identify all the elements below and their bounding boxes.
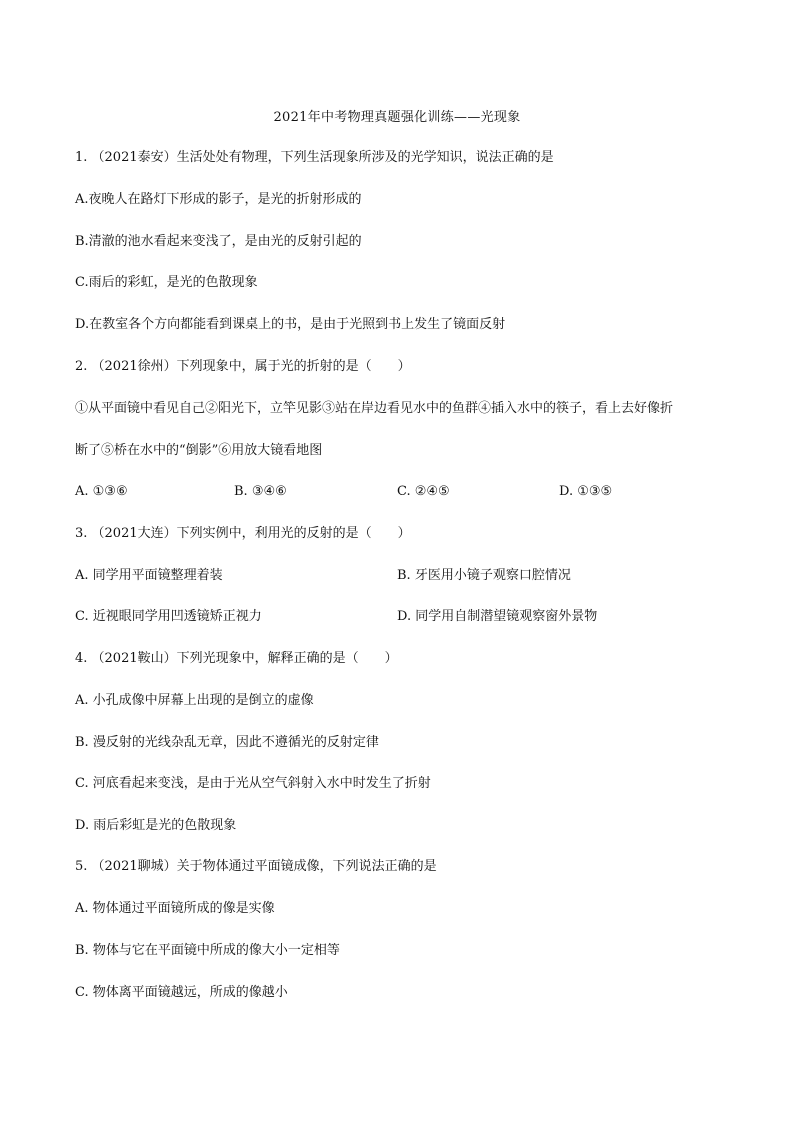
q2-description-line-1: ①从平面镜中看见自己②阳光下，立竿见影③站在岸边看见水中的鱼群④插入水中的筷子，看上去好像折 (75, 401, 674, 416)
q2-option-a: A. ①③⑥ (75, 484, 128, 499)
q3-option-b: B. 牙医用小镜子观察口腔情况 (397, 568, 571, 583)
q2-option-b: B. ③④⑥ (234, 484, 287, 499)
q4-option-d: D. 雨后彩虹是光的色散现象 (75, 818, 237, 833)
q5-stem: 5. （2021聊城）关于物体通过平面镜成像，下列说法正确的是 (75, 859, 437, 874)
q1-option-a: A.夜晚人在路灯下形成的影子，是光的折射形成的 (75, 192, 362, 207)
q1-stem: 1. （2021泰安）生活处处有物理，下列生活现象所涉及的光学知识，说法正确的是 (75, 150, 554, 165)
q5-option-b: B. 物体与它在平面镜中所成的像大小一定相等 (75, 943, 340, 958)
q4-option-c: C. 河底看起来变浅，是由于光从空气斜射入水中时发生了折射 (75, 776, 431, 791)
q1-option-c: C.雨后的彩虹，是光的色散现象 (75, 275, 258, 290)
q3-option-d: D. 同学用自制潜望镜观察窗外景物 (397, 609, 598, 624)
q2-option-c: C. ②④⑤ (397, 484, 450, 499)
q2-stem: 2. （2021徐州）下列现象中，属于光的折射的是（ ） (75, 359, 411, 374)
q3-option-a: A. 同学用平面镜整理着装 (75, 568, 223, 583)
q4-stem: 4. （2021鞍山）下列光现象中，解释正确的是（ ） (75, 651, 398, 666)
page-title: 2021年中考物理真题强化训练——光现象 (273, 110, 521, 125)
q1-option-d: D.在教室各个方向都能看到课桌上的书，是由于光照到书上发生了镜面反射 (75, 317, 506, 332)
q3-stem: 3. （2021大连）下列实例中，利用光的反射的是（ ） (75, 526, 411, 541)
q3-option-c: C. 近视眼同学用凹透镜矫正视力 (75, 609, 262, 624)
q2-description-line-2: 断了⑤桥在水中的“倒影”⑥用放大镜看地图 (75, 443, 323, 458)
q2-option-d: D. ①③⑤ (559, 484, 613, 499)
q4-option-b: B. 漫反射的光线杂乱无章，因此不遵循光的反射定律 (75, 735, 379, 750)
q1-option-b: B.清澈的池水看起来变浅了，是由光的反射引起的 (75, 234, 362, 249)
q5-option-c: C. 物体离平面镜越远，所成的像越小 (75, 985, 288, 1000)
q4-option-a: A. 小孔成像中屏幕上出现的是倒立的虚像 (75, 693, 314, 708)
q5-option-a: A. 物体通过平面镜所成的像是实像 (75, 901, 275, 916)
